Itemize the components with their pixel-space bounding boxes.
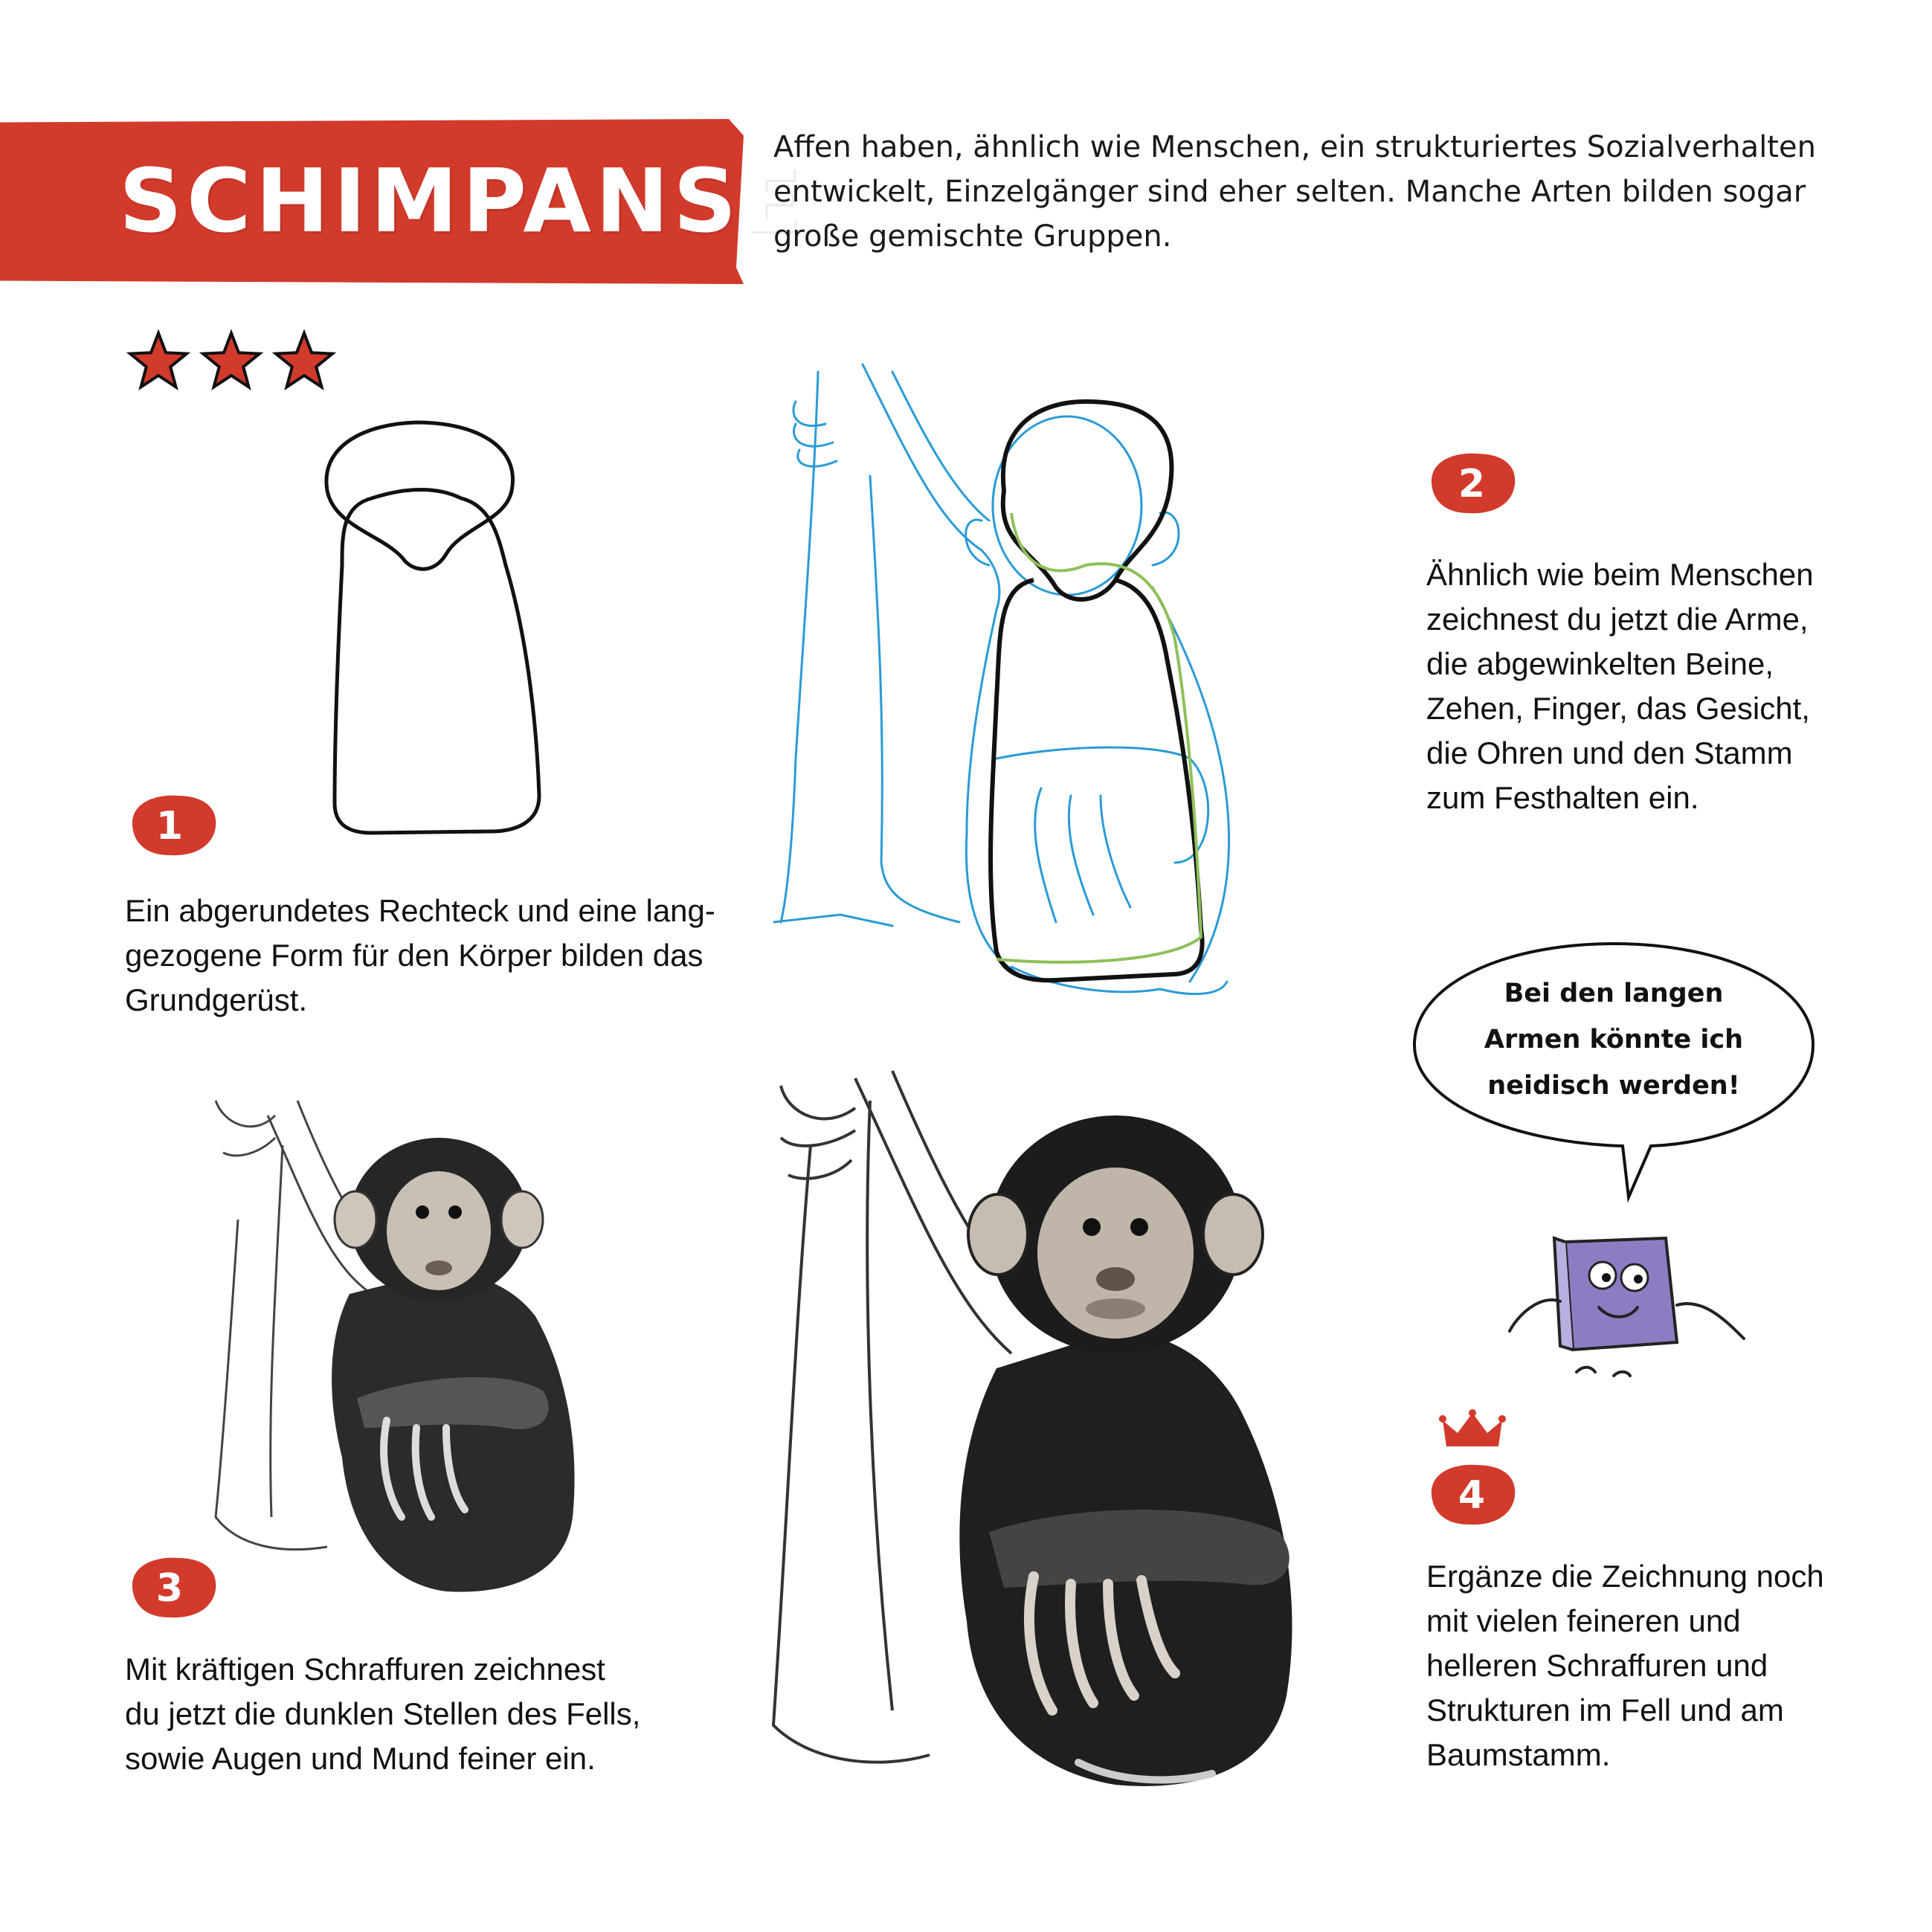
step-2-drawing <box>773 342 1324 1041</box>
star-icon <box>276 333 332 387</box>
hand-sketch <box>216 1101 275 1156</box>
speech-bubble-text <box>1439 970 1788 1109</box>
arm-sketch <box>863 364 999 610</box>
step-4-line: helleren Schraffuren und <box>1426 1648 1768 1683</box>
body-guide <box>991 580 1202 980</box>
chimp-body-dark <box>332 1138 574 1592</box>
trunk-sketch <box>870 476 959 922</box>
bubble-line: Bei den langen <box>1504 979 1724 1008</box>
step-2-line: die abgewinkelten Beine, <box>1426 646 1774 681</box>
step-2-line: zum Festhalten ein. <box>1426 780 1699 815</box>
fingers-sketch <box>1035 788 1130 922</box>
body-shape <box>335 489 539 833</box>
step-1-line: gezogene Form für den Körper bilden das <box>125 938 703 973</box>
step-1-number: 1 <box>155 804 184 849</box>
step-1-text <box>125 889 715 1023</box>
ear-sketch <box>966 520 989 565</box>
head-guide <box>1003 402 1172 599</box>
head-shape <box>326 422 513 569</box>
bubble-line: Armen könnte ich <box>1484 1025 1744 1054</box>
difficulty-rating <box>125 327 348 394</box>
face-sketch <box>993 416 1142 595</box>
step-1-badge <box>125 788 222 863</box>
step-2-badge <box>1424 446 1521 521</box>
intro-line: entwickelt, Einzelgänger sind eher selten. Manche Arten bilden sogar <box>773 175 1806 209</box>
step-3-text <box>125 1647 640 1781</box>
step-2-line: Ähnlich wie beim Menschen <box>1426 557 1814 592</box>
chimp-body-detailed <box>959 1115 1292 1786</box>
step-4-text <box>1426 1554 1824 1777</box>
step-2-line: zeichnest du jetzt die Arme, <box>1426 602 1809 637</box>
step-1-drawing <box>305 416 558 848</box>
step-2-text <box>1426 553 1814 820</box>
page-title: SCHIMPANSE <box>119 149 805 252</box>
step-3-drawing <box>193 1071 684 1606</box>
step-3-line: du jetzt die dunklen Stellen des Fells, <box>125 1696 641 1731</box>
trunk-sketch <box>216 1145 327 1550</box>
arm-sketch <box>996 747 1208 863</box>
hand-sketch <box>781 1086 855 1179</box>
trunk-sketch <box>773 1101 930 1762</box>
step-4-line: Baumstamm. <box>1426 1737 1611 1772</box>
trunk-sketch <box>781 372 818 922</box>
step-3-line: Mit kräftigen Schraffuren zeichnest <box>125 1652 605 1687</box>
mascot-character <box>1495 1220 1762 1391</box>
bubble-line: neidisch werden! <box>1487 1071 1740 1101</box>
star-icon <box>130 333 187 387</box>
intro-line: Affen haben, ähnlich wie Menschen, ein strukturiertes Sozialverhalten <box>773 130 1816 164</box>
intro-text <box>773 125 1829 259</box>
step-4-line: mit vielen feineren und <box>1426 1603 1741 1638</box>
step-4-line: Strukturen im Fell und am <box>1426 1693 1784 1727</box>
trunk-base <box>773 915 892 926</box>
arm-sketch <box>892 372 989 521</box>
step-3-line: sowie Augen und Mund feiner ein. <box>125 1741 596 1776</box>
step-2-line: Zehen, Finger, das Gesicht, <box>1426 691 1810 726</box>
step-1-line: Ein abgerundetes Rechteck und eine lang- <box>125 893 715 928</box>
ear-sketch <box>1153 512 1179 565</box>
step-2-number: 2 <box>1458 462 1486 506</box>
step-2-line: die Ohren und den Stamm <box>1426 735 1793 770</box>
step-4-number: 4 <box>1458 1473 1486 1518</box>
step-1-line: Grundgerüst. <box>125 982 308 1017</box>
step-4-drawing <box>766 1056 1405 1837</box>
step-3-number: 3 <box>155 1566 184 1611</box>
star-icon <box>203 333 260 387</box>
crown-icon <box>1439 1409 1506 1454</box>
step-4-line: Ergänze die Zeichnung noch <box>1426 1559 1824 1594</box>
step-4-badge <box>1424 1458 1521 1532</box>
intro-line: große gemischte Gruppen. <box>773 219 1172 254</box>
